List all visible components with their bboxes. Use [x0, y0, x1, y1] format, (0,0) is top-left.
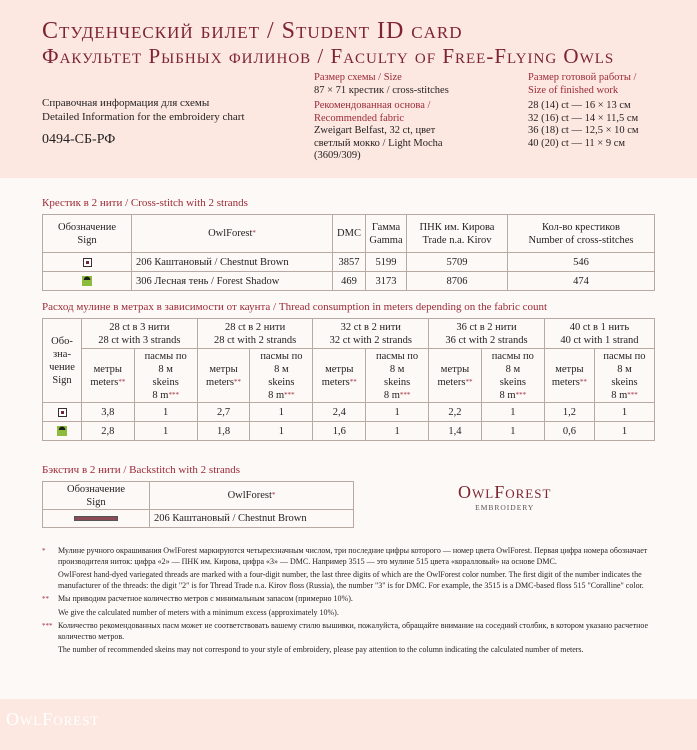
fabric-value-2: светлый мокко / Light Mocha: [314, 137, 443, 149]
brown-square-symbol-icon: [58, 408, 67, 417]
finished-label-ru: Размер готовой работы /: [528, 72, 637, 83]
backstitch-table: [42, 481, 354, 528]
table-row: 206 Каштановый / Chestnut Brown 3857 5199 5709 546: [43, 253, 655, 272]
col-sign: Обо- зна- чение Sign: [43, 319, 82, 403]
cross-stitch-table: [42, 214, 655, 291]
chart-size-label: Размер схемы / Size: [314, 72, 402, 83]
col-kirov: ПНК им. Кирова Trade n.a. Kirov: [407, 215, 508, 253]
footer-brand: OwlForest: [6, 709, 100, 729]
finished-size: 36 (18) ct — 12,5 × 10 см: [528, 125, 639, 136]
chart-info-ru: Справочная информация для схемы: [42, 97, 210, 109]
col-count: Кол-во крестиков Number of cross-stitches: [508, 215, 655, 253]
footnote: ** Мы приводим расчетное количество метров с минимальным запасом (примерно 10%). We give the calculated number of meters with a minimum excess (approximately 10%).: [42, 594, 353, 617]
table-row: 3,8 1 2,7 1 2,4 1 2,2 1 1,2 1: [43, 403, 655, 422]
group-header: 40 ct в 1 нить 40 ct with 1 strand: [544, 319, 654, 349]
backstitch-section-title: Бэкстич в 2 нити / Backstitch with 2 strands: [42, 464, 241, 476]
fabric-value-1: Zweigart Belfast, 32 ct, цвет: [314, 125, 436, 136]
footnote: *** Количество рекомендованных пасм может не соответствовать вашему стилю вышивки, пожалуйста, обращайте внимание на соседний столбик, в котором указано расчетное количество метров. The number of recommended skeins may not correspond to your style of embroidery, please pay attention to the column indicating the calculated number of meters.: [42, 621, 649, 654]
chart-size-value: 87 × 71 крестик / cross-stitches: [314, 84, 449, 96]
table-row: ⯊ 306 Лесная тень / Forest Shadow 469 3173 8706 474: [43, 272, 655, 291]
footer-band: [0, 699, 697, 750]
col-sign: Обозначение Sign: [43, 215, 132, 253]
col-sign: Обозначение Sign: [43, 482, 150, 510]
green-tree-symbol-icon: ⯊: [83, 275, 91, 286]
finished-size: 32 (16) ct — 14 × 11,5 см: [528, 112, 639, 124]
chart-code: 0494-СБ-РФ: [42, 132, 116, 147]
group-header: 28 ct в 3 нити 28 ct with 3 strands: [82, 319, 198, 349]
col-owlforest: OwlForest*: [132, 215, 333, 253]
table-row: 206 Каштановый / Chestnut Brown: [43, 510, 354, 528]
header-band: [0, 0, 697, 178]
finished-size-block: [528, 72, 688, 150]
col-gamma: Гамма Gamma: [366, 215, 407, 253]
subheader-row: метры meters** пасмы по 8 м skeins 8 m*** метры meters** пасмы по 8 м skeins 8 m*** метры meters** пасмы по 8 м skeins 8 m*** метры meters** пасмы по 8 м skeins 8 m*** метры meters** пасмы по 8 м skeins 8 m***: [43, 349, 655, 403]
footnote: * Мулине ручного окрашивания OwlForest маркируются четырехзначным числом, три последние цифры которого — номер цвета OwlForest. Первая цифра номера обозначает производителя ниток: цифра «2» — ПНК им. Кирова, цифра «3» — DMC. Например 3515 — это мулине 515 цвета «коралловый» на основе DMC. OwlForest hand-dyed variegated threads are marked with a four-digit number, the last three digits of which are the OwlForest color number. The first digit of the number indicates the manufacturer of the threads: the digit "2" is for Thread Trade n.a. Kirov floss (Russia), the number "3" is for DMC. For example, the 3515 is a DMC-based floss 515 "Coralline" color.: [42, 546, 648, 590]
footnotes: [42, 546, 658, 659]
owlforest-logo: OwlForest EMBROIDERY: [458, 482, 552, 512]
group-header: 28 ct в 2 нити 28 ct with 2 strands: [197, 319, 313, 349]
group-header: 36 ct в 2 нити 36 ct with 2 strands: [429, 319, 545, 349]
page-subtitle: Факультет Рыбных филинов / Faculty of Free-Flying Owls: [42, 44, 615, 68]
thread-section-title: Расход мулине в метрах в зависимости от каунта / Thread consumption in meters depending on the fabric count: [42, 301, 548, 313]
cross-section-title: Крестик в 2 нити / Cross-stitch with 2 strands: [42, 197, 248, 209]
chart-size-block: [314, 72, 504, 163]
chart-info-en: Detailed Information for the embroidery chart: [42, 111, 245, 123]
thread-consumption-table: [42, 318, 655, 441]
fabric-value-3: (3609/309): [314, 150, 361, 161]
finished-label-en: Size of finished work: [528, 84, 619, 96]
backstitch-line-icon: [74, 516, 118, 521]
table-row: ⯊ 2,8 1 1,8 1 1,6 1 1,4 1 0,6 1: [43, 422, 655, 441]
group-header: 32 ct в 2 нити 32 ct with 2 strands: [313, 319, 429, 349]
finished-size: 40 (20) ct — 11 × 9 см: [528, 137, 626, 149]
green-tree-symbol-icon: ⯊: [58, 425, 66, 436]
col-owlforest: OwlForest*: [150, 482, 354, 510]
finished-size: 28 (14) ct — 16 × 13 см: [528, 100, 631, 111]
col-dmc: DMC: [333, 215, 366, 253]
fabric-label-ru: Рекомендованная основа /: [314, 100, 431, 111]
brown-square-symbol-icon: [83, 258, 92, 267]
fabric-label-en: Recommended fabric: [314, 112, 405, 124]
page-title: Студенческий билет / Student ID card: [42, 18, 463, 44]
chart-info: [42, 96, 245, 124]
